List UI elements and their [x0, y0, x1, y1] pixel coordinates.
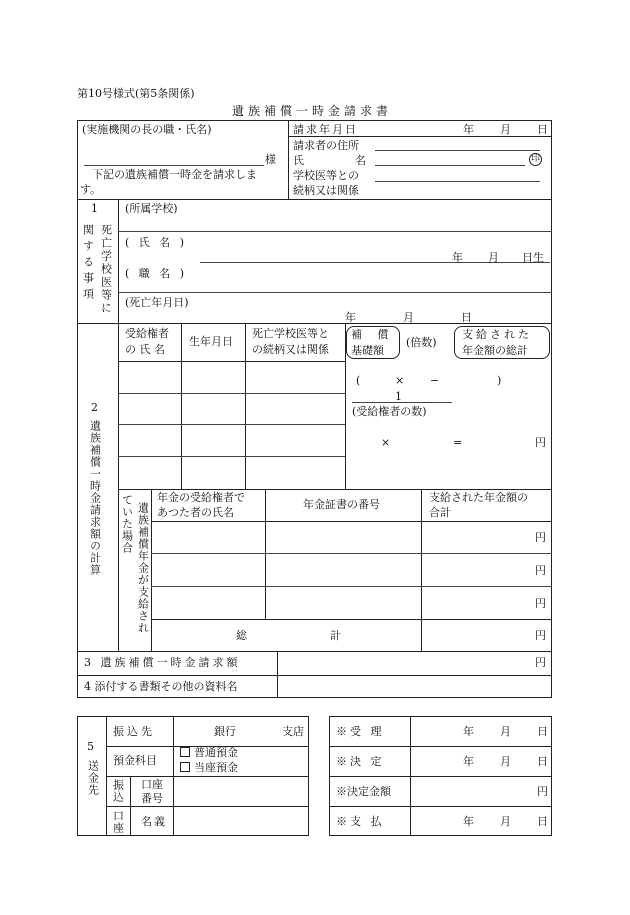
pension-col1-b: あつた者の氏名	[157, 506, 234, 519]
furikomi-label: 振込	[111, 779, 125, 803]
branch-label: 支店	[282, 725, 304, 738]
pension-col3-a: 支給された年金額の	[429, 491, 528, 504]
pension-col3-b: 合計	[429, 506, 451, 519]
payee-label: 振込先	[113, 725, 155, 738]
current-checkbox[interactable]	[180, 762, 190, 772]
calc-yen: 円	[535, 436, 546, 449]
calc-paren-open: (	[356, 374, 361, 387]
pension-row1-yen: 円	[535, 531, 546, 544]
request-text-2: す。	[80, 183, 102, 196]
total-label-a: 総	[236, 629, 247, 642]
seal-mark: 印	[530, 154, 540, 164]
name-label-b: 名	[355, 154, 366, 167]
total-yen: 円	[535, 629, 546, 642]
form-number: 第10号様式(第5条関係)	[77, 87, 195, 100]
current-label: 当座預金	[194, 761, 238, 774]
col-multiplier: (倍数)	[406, 336, 437, 349]
section3-label: 3 遺族補償一時金請求額	[84, 656, 241, 669]
pension-side-b: 遺族補償年金が支給され	[136, 502, 150, 634]
calc-times-2: ×	[381, 436, 391, 449]
calc-minus: −	[430, 374, 440, 387]
section2-label: 遺族補償一時金請求額の計算	[88, 420, 102, 576]
col-birth: 生年月日	[189, 335, 233, 348]
calc-equals: =	[453, 436, 463, 449]
office-paid: ※支 払	[336, 815, 385, 828]
name-label-a: 氏	[293, 154, 304, 167]
death-date-label: (死亡年月日)	[125, 296, 189, 309]
calc-numerator: 1	[395, 390, 402, 403]
request-text-1: 下記の遺族補償一時金を請求しま	[92, 168, 257, 181]
bank-label: 銀行	[214, 725, 236, 738]
pension-side-a: ていた場合	[120, 494, 134, 554]
decided-amount-yen: 円	[537, 785, 548, 798]
account-no-label-b: 番号	[141, 792, 163, 805]
request-date-year: 年	[463, 123, 474, 136]
section1-sublabel: 死亡学校医等に	[99, 224, 113, 315]
section1-number: 1	[91, 202, 98, 215]
birth-month: 月	[488, 251, 499, 264]
transfer-label: 送金先	[86, 760, 100, 796]
col-relation-2: の続柄又は関係	[252, 343, 329, 356]
pension-row2-yen: 円	[535, 564, 546, 577]
col-base-2: 基礎額	[351, 344, 384, 357]
ordinary-label: 普通預金	[194, 746, 238, 759]
address-label: 請求者の住所	[293, 139, 359, 152]
transfer-number: 5	[87, 740, 94, 753]
section3-yen: 円	[535, 656, 546, 669]
ordinary-option[interactable]	[180, 747, 238, 758]
form-title: 遺族補償一時金請求書	[232, 104, 393, 118]
sama-label: 様	[265, 153, 276, 166]
account-no-label-a: 口座	[141, 778, 163, 791]
calc-denominator: (受給権者の数)	[352, 405, 427, 418]
received-day: 日	[537, 725, 548, 738]
paid-month: 月	[500, 815, 511, 828]
request-date-day: 日	[537, 123, 548, 136]
col-relation-1: 死亡学校医等と	[252, 327, 329, 340]
section1-label: 関する事項	[81, 224, 95, 304]
post-label: ( 職 名 )	[125, 267, 188, 280]
paid-year: 年	[463, 815, 474, 828]
account-name-label: 名義	[141, 815, 167, 828]
pension-row3-yen: 円	[535, 597, 546, 610]
birth-year: 年	[452, 251, 463, 264]
office-decided-amount: ※決定金額	[336, 785, 391, 798]
calc-times: ×	[395, 374, 405, 387]
col-total-2: 年金額の総計	[462, 344, 528, 357]
deceased-name-label: ( 氏 名 )	[125, 236, 188, 249]
section2-number: 2	[91, 401, 98, 414]
current-option[interactable]	[180, 762, 238, 773]
pension-col1-a: 年金の受給権者で	[157, 491, 245, 504]
received-year: 年	[463, 725, 474, 738]
pension-col2: 年金証書の番号	[303, 498, 380, 511]
birth-day: 日生	[522, 251, 544, 264]
col-total-1: 支給された	[462, 328, 532, 341]
decided-year: 年	[463, 755, 474, 768]
school-label: (所属学校)	[125, 202, 178, 215]
calc-paren-close: )	[497, 374, 502, 387]
received-month: 月	[500, 725, 511, 738]
furikomi-koza-label: 口座	[111, 810, 125, 834]
col-base-1: 補 償	[351, 328, 395, 341]
section4-label: 4 添付する書類その他の資料名	[84, 680, 238, 693]
total-label-b: 計	[330, 629, 341, 642]
office-decided: ※決 定	[336, 755, 385, 768]
request-date-label: 請求年月日	[293, 123, 358, 136]
death-month: 月	[403, 311, 414, 324]
decided-day: 日	[537, 755, 548, 768]
account-type-label: 預金科目	[113, 754, 157, 767]
death-day: 日	[461, 311, 472, 324]
request-date-month: 月	[500, 123, 511, 136]
relation-label-1: 学校医等との	[293, 169, 359, 182]
paid-day: 日	[537, 815, 548, 828]
ordinary-checkbox[interactable]	[180, 747, 190, 757]
death-year: 年	[345, 311, 356, 324]
agency-head-label: (実施機関の長の職・氏名)	[82, 123, 212, 136]
office-received: ※受 理	[336, 725, 385, 738]
decided-month: 月	[500, 755, 511, 768]
relation-label-2: 続柄又は関係	[293, 184, 359, 197]
col-recipient-2: の 氏 名	[125, 343, 165, 356]
col-recipient-1: 受給権者	[125, 327, 169, 340]
